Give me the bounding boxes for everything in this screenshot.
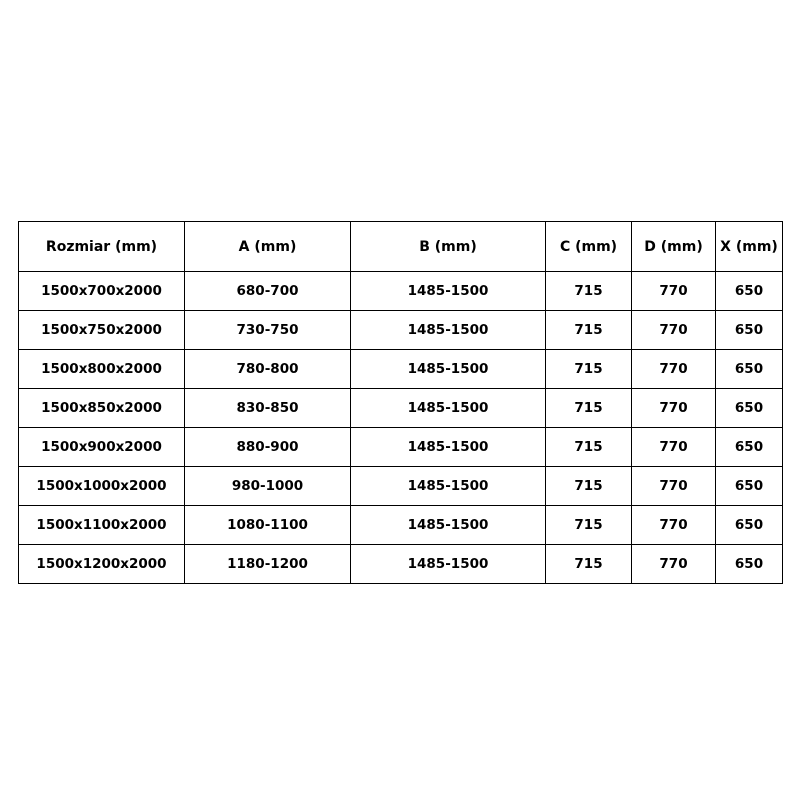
table-row: [19, 428, 783, 467]
table-row: [19, 389, 783, 428]
column-header-a: A (mm): [185, 222, 351, 272]
cell-d: 770: [632, 467, 716, 506]
cell-d: 770: [632, 272, 716, 311]
column-header-x: X (mm): [716, 222, 783, 272]
cell-b: 1485-1500: [351, 467, 546, 506]
table-row: [19, 467, 783, 506]
cell-x: 650: [716, 506, 783, 545]
cell-a: 1080-1100: [185, 506, 351, 545]
size-table: [18, 221, 783, 584]
cell-x: 650: [716, 545, 783, 584]
column-header-b: B (mm): [351, 222, 546, 272]
cell-x: 650: [716, 389, 783, 428]
cell-b: 1485-1500: [351, 428, 546, 467]
cell-size: 1500x900x2000: [19, 428, 185, 467]
cell-a: 980-1000: [185, 467, 351, 506]
cell-x: 650: [716, 467, 783, 506]
cell-b: 1485-1500: [351, 545, 546, 584]
cell-size: 1500x1000x2000: [19, 467, 185, 506]
cell-size: 1500x800x2000: [19, 350, 185, 389]
cell-d: 770: [632, 389, 716, 428]
cell-c: 715: [546, 272, 632, 311]
cell-size: 1500x1200x2000: [19, 545, 185, 584]
cell-a: 1180-1200: [185, 545, 351, 584]
cell-size: 1500x750x2000: [19, 311, 185, 350]
cell-x: 650: [716, 350, 783, 389]
cell-x: 650: [716, 311, 783, 350]
cell-b: 1485-1500: [351, 272, 546, 311]
cell-c: 715: [546, 545, 632, 584]
cell-c: 715: [546, 506, 632, 545]
cell-d: 770: [632, 311, 716, 350]
table-header: [19, 222, 783, 272]
cell-c: 715: [546, 389, 632, 428]
cell-b: 1485-1500: [351, 311, 546, 350]
cell-size: 1500x1100x2000: [19, 506, 185, 545]
cell-b: 1485-1500: [351, 350, 546, 389]
column-header-rozmiar: Rozmiar (mm): [19, 222, 185, 272]
cell-a: 880-900: [185, 428, 351, 467]
cell-a: 680-700: [185, 272, 351, 311]
cell-b: 1485-1500: [351, 506, 546, 545]
cell-a: 780-800: [185, 350, 351, 389]
cell-a: 730-750: [185, 311, 351, 350]
cell-size: 1500x850x2000: [19, 389, 185, 428]
cell-d: 770: [632, 428, 716, 467]
cell-d: 770: [632, 506, 716, 545]
cell-x: 650: [716, 428, 783, 467]
cell-x: 650: [716, 272, 783, 311]
cell-d: 770: [632, 350, 716, 389]
table-row: [19, 350, 783, 389]
table-row: [19, 272, 783, 311]
column-header-c: C (mm): [546, 222, 632, 272]
cell-a: 830-850: [185, 389, 351, 428]
cell-size: 1500x700x2000: [19, 272, 185, 311]
cell-b: 1485-1500: [351, 389, 546, 428]
cell-d: 770: [632, 545, 716, 584]
cell-c: 715: [546, 428, 632, 467]
table-header-row: [19, 222, 783, 272]
cell-c: 715: [546, 311, 632, 350]
cell-c: 715: [546, 350, 632, 389]
cell-c: 715: [546, 467, 632, 506]
table-body: [19, 272, 783, 584]
column-header-d: D (mm): [632, 222, 716, 272]
table-row: [19, 506, 783, 545]
table-row: [19, 545, 783, 584]
size-table-container: [18, 221, 782, 584]
table-row: [19, 311, 783, 350]
